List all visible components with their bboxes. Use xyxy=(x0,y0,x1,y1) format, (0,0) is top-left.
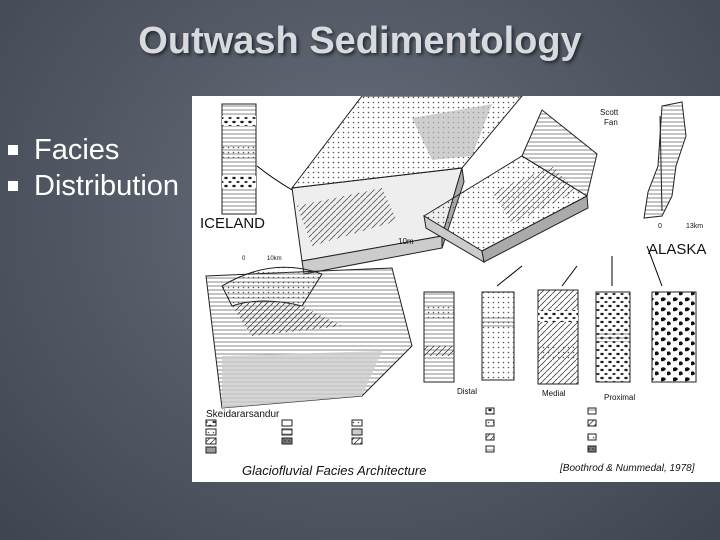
label-iceland: ICELAND xyxy=(200,215,266,232)
slide-title: Outwash Sedimentology xyxy=(138,20,582,62)
bullet-item-facies xyxy=(8,132,179,168)
label-skeidararsandur: Skeidararsandur xyxy=(206,409,280,420)
arrow-line xyxy=(257,166,292,190)
arrow-line xyxy=(562,266,577,286)
label-alaska: ALASKA xyxy=(648,241,707,258)
label-scale-zero: 0 xyxy=(658,223,662,230)
label-scott: Scott xyxy=(600,108,619,117)
map-legend xyxy=(206,420,362,453)
proximal-log-columns xyxy=(596,292,696,382)
label-distal: Distal xyxy=(457,387,478,396)
alaska-map xyxy=(644,102,686,218)
iceland-log-column xyxy=(222,104,256,214)
bullet-square-icon xyxy=(8,181,18,191)
label-scale-10km: 10km xyxy=(267,256,282,262)
bullet-list xyxy=(8,132,179,204)
bullet-item-distribution xyxy=(8,168,179,204)
arrow-line xyxy=(497,266,522,286)
label-10m: 10m xyxy=(398,237,414,246)
label-scale-13km: 13km xyxy=(686,223,704,230)
bullet-square-icon xyxy=(8,145,18,155)
label-fan: Fan xyxy=(604,118,618,127)
skeidararsandur-map xyxy=(206,267,412,408)
figure-caption: Glaciofluvial Facies Architecture xyxy=(242,463,427,478)
label-scale-zero-map: 0 xyxy=(242,256,246,262)
medial-log-column xyxy=(538,290,578,384)
facies-architecture-figure xyxy=(192,96,720,482)
bullet-text: Facies xyxy=(34,133,120,166)
label-medial: Medial xyxy=(542,389,566,398)
distal-log-columns xyxy=(424,292,514,382)
figure-citation: [Boothrod & Nummedal, 1978] xyxy=(560,463,695,474)
facies-key xyxy=(486,408,596,452)
label-proximal: Proximal xyxy=(604,393,636,402)
bullet-text: Distribution xyxy=(34,169,180,202)
